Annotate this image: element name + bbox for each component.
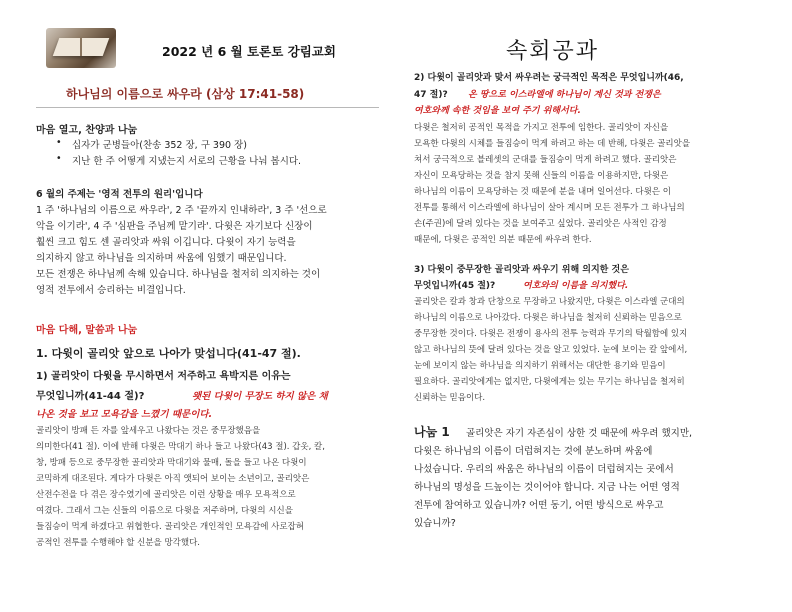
theme-line: 영적 전투에서 승리하는 비결입니다. (36, 285, 186, 296)
question-3-line-2: 무엇입니까(45 절)? (414, 281, 496, 291)
body-1-line: 의미한다(41 절). 이에 반해 다윗은 막대기 하나 들고 나왔다(43 절). 갑옷, 칼, (36, 442, 325, 452)
theme-line: 1 주 '하나님의 이름으로 싸우라', 2 주 '끝까지 인내하라', 3 주 '선으로 (36, 205, 327, 216)
theme-line: 의지하지 않고 하나님을 의지하며 싸움에 임했기 때문입니다. (36, 253, 287, 264)
answer-3: 여호와의 이름을 의지했다. (523, 281, 629, 291)
answer-2-part-2: 여호와께 속한 것임을 보여 주기 위해서다. (414, 106, 581, 116)
body-3-line: 신뢰하는 믿음이다. (414, 393, 486, 403)
answer-1-part-1: 왯된 다윗이 무장도 하지 않은 채 (192, 391, 328, 402)
share-line: 다윗은 하나님의 이름이 더럽혀지는 것에 분노하며 싸움에 (414, 446, 653, 457)
share-label: 나눔 1 (414, 425, 450, 439)
word-heading: 마음 다해, 말씀과 나눔 (36, 325, 138, 336)
question-1-line-2: 무엇입니까(41-44 절)? (36, 391, 145, 402)
body-1-line: 산전수전을 다 겪은 장수였기에 골리앗은 이런 상황을 매우 모욕적으로 (36, 490, 296, 500)
share-line: 전투에 참여하고 있습니까? 어떤 동기, 어떤 방식으로 싸우고 (414, 500, 664, 511)
answer-1-part-2: 나온 것을 보고 모욕감을 느꼈기 때문이다. (36, 409, 213, 420)
body-1-line: 골리앗이 방패 든 자를 앞세우고 나왔다는 것은 중무장했음을 (36, 426, 261, 436)
share-line: 하나님의 명성을 드높이는 것이어야 합니다. 지금 나는 어떤 영적 (414, 482, 680, 493)
body-2-line: 모욕한 다윗의 시체를 들짐승이 먹게 하려고 하는 데 반해, 다윗은 골리앗을 (414, 139, 691, 149)
body-2-line: 때문에, 다윗은 공적인 의분 때문에 싸우려 한다. (414, 235, 592, 245)
body-2-line: 하나님의 이름이 모욕당하는 것 때문에 분을 내며 일어선다. 다윗은 이 (414, 187, 671, 197)
question-3-line-1: 3) 다윗이 중무장한 골리앗과 싸우기 위해 의지한 것은 (414, 265, 629, 275)
bullet-item: • 지난 한 주 어떻게 지냈는지 서로의 근황을 나눠 봅시다. (72, 153, 301, 167)
body-2-line: 쳐서 궁극적으로 블레셋의 군대를 들짐승이 먹게 하려고 했다. 골리앗은 (414, 155, 677, 165)
theme-line: 악을 이기라', 4 주 '심판을 주님께 맡기라'. 다윗은 자기보다 신장이 (36, 221, 313, 232)
question-1-line-1: 1) 골리앗이 다윗을 무시하면서 저주하고 욕박지른 이유는 (36, 371, 291, 382)
answer-2-part-1: 온 땅으로 이스라엘에 하나님이 계신 것과 전쟁은 (468, 90, 661, 100)
body-1-line: 공적인 전투를 수행해야 할 신분을 망각했다. (36, 538, 201, 548)
body-3-line: 필요하다. 골리앗에게는 없지만, 다윗에게는 있는 무기는 하나님을 철저히 (414, 377, 685, 387)
share-line: 나섰습니다. 우리의 싸움은 하나님의 이름이 더럽혀지는 곳에서 (414, 464, 674, 475)
question-2-line-1: 2) 다윗이 골리앗과 맞서 싸우려는 궁극적인 목적은 무엇입니까(46, (414, 73, 684, 83)
body-2-line: 다윗은 철저히 공적인 목적을 가지고 전투에 임한다. 골리앗이 자신을 (414, 123, 669, 133)
body-1-line: 창, 방패 등으로 중무장한 골리앗과 막대기와 물매, 돌을 들고 나온 다윗이 (36, 458, 307, 468)
theme-line: 모든 전쟁은 하나님께 속해 있습니다. 하나님을 철저히 의지하는 것이 (36, 269, 321, 280)
body-2-line: 전투를 통해서 이스라엘에 하나님이 살아 계시며 모든 전투가 그 하나님의 (414, 203, 685, 213)
body-3-line: 눈에 보이지 않는 하나님을 의지하기 위해서는 대단한 용기와 믿음이 (414, 361, 666, 371)
open-heading: 마음 열고, 찬양과 나눔 (36, 125, 138, 136)
book-spine-shape (80, 38, 82, 56)
body-3-line: 골리앗은 칼과 창과 단창으로 무장하고 나왔지만, 다윗은 이스라엘 군대의 (414, 297, 685, 307)
body-3-line: 중무장한 것이다. 다윗은 전쟁이 용사의 전투 능력과 무기의 탁월함에 있지 (414, 329, 688, 339)
body-1-line: 들짐승이 먹게 하겠다고 위협한다. 골리앗은 개인적인 모욕감에 사로잡혀 (36, 522, 304, 532)
sermon-title: 하나님의 이름으로 싸우라 (삼상 17:41-58) (66, 87, 305, 101)
share-line: 골리앗은 자기 자존심이 상한 것 때문에 싸우려 했지만, (466, 428, 693, 439)
question-2-line-2: 47 절)? (414, 90, 448, 100)
church-title: 2022 년 6 월 토론토 강림교회 (162, 44, 336, 59)
body-3-line: 하나님의 이름으로 나아갔다. 다윗은 하나님을 철저히 신뢰하는 믿음으로 (414, 313, 682, 323)
header-book-image (46, 28, 116, 68)
body-1-line: 코믹하게 대조된다. 게다가 다윗은 아직 앳되어 보이는 소년이고, 골리앗은 (36, 474, 310, 484)
theme-line: 훨씬 크고 힘도 센 골리앗과 싸워 이깁니다. 다윗이 자기 능력을 (36, 237, 296, 248)
divider (36, 107, 379, 108)
bullet-item: • 십자가 군병들아(찬송 352 장, 구 390 장) (72, 137, 247, 151)
body-2-line: 손(주권)에 달려 있다는 것을 보여주고 싶었다. 골리앗은 사적인 감정 (414, 219, 667, 229)
body-3-line: 않고 하나님의 뜻에 달려 있다는 것을 알고 있었다. 눈에 보이는 칼 앞에서, (414, 345, 688, 355)
body-2-line: 자신이 모욕당하는 것을 참지 못해 신들의 이름을 이용하지만, 다윗은 (414, 171, 669, 181)
share-line: 있습니까? (414, 518, 456, 529)
page-title: 속회공과 (506, 39, 600, 64)
theme-heading: 6 월의 주제는 '영적 전투의 원리'입니다 (36, 189, 203, 200)
section-1-heading: 1. 다윗이 골리앗 앞으로 나아가 맞섭니다(41-47 절). (36, 347, 301, 360)
body-1-line: 여겼다. 그래서 그는 신들의 이름으로 다윗을 저주하며, 다윗의 시신을 (36, 506, 293, 516)
